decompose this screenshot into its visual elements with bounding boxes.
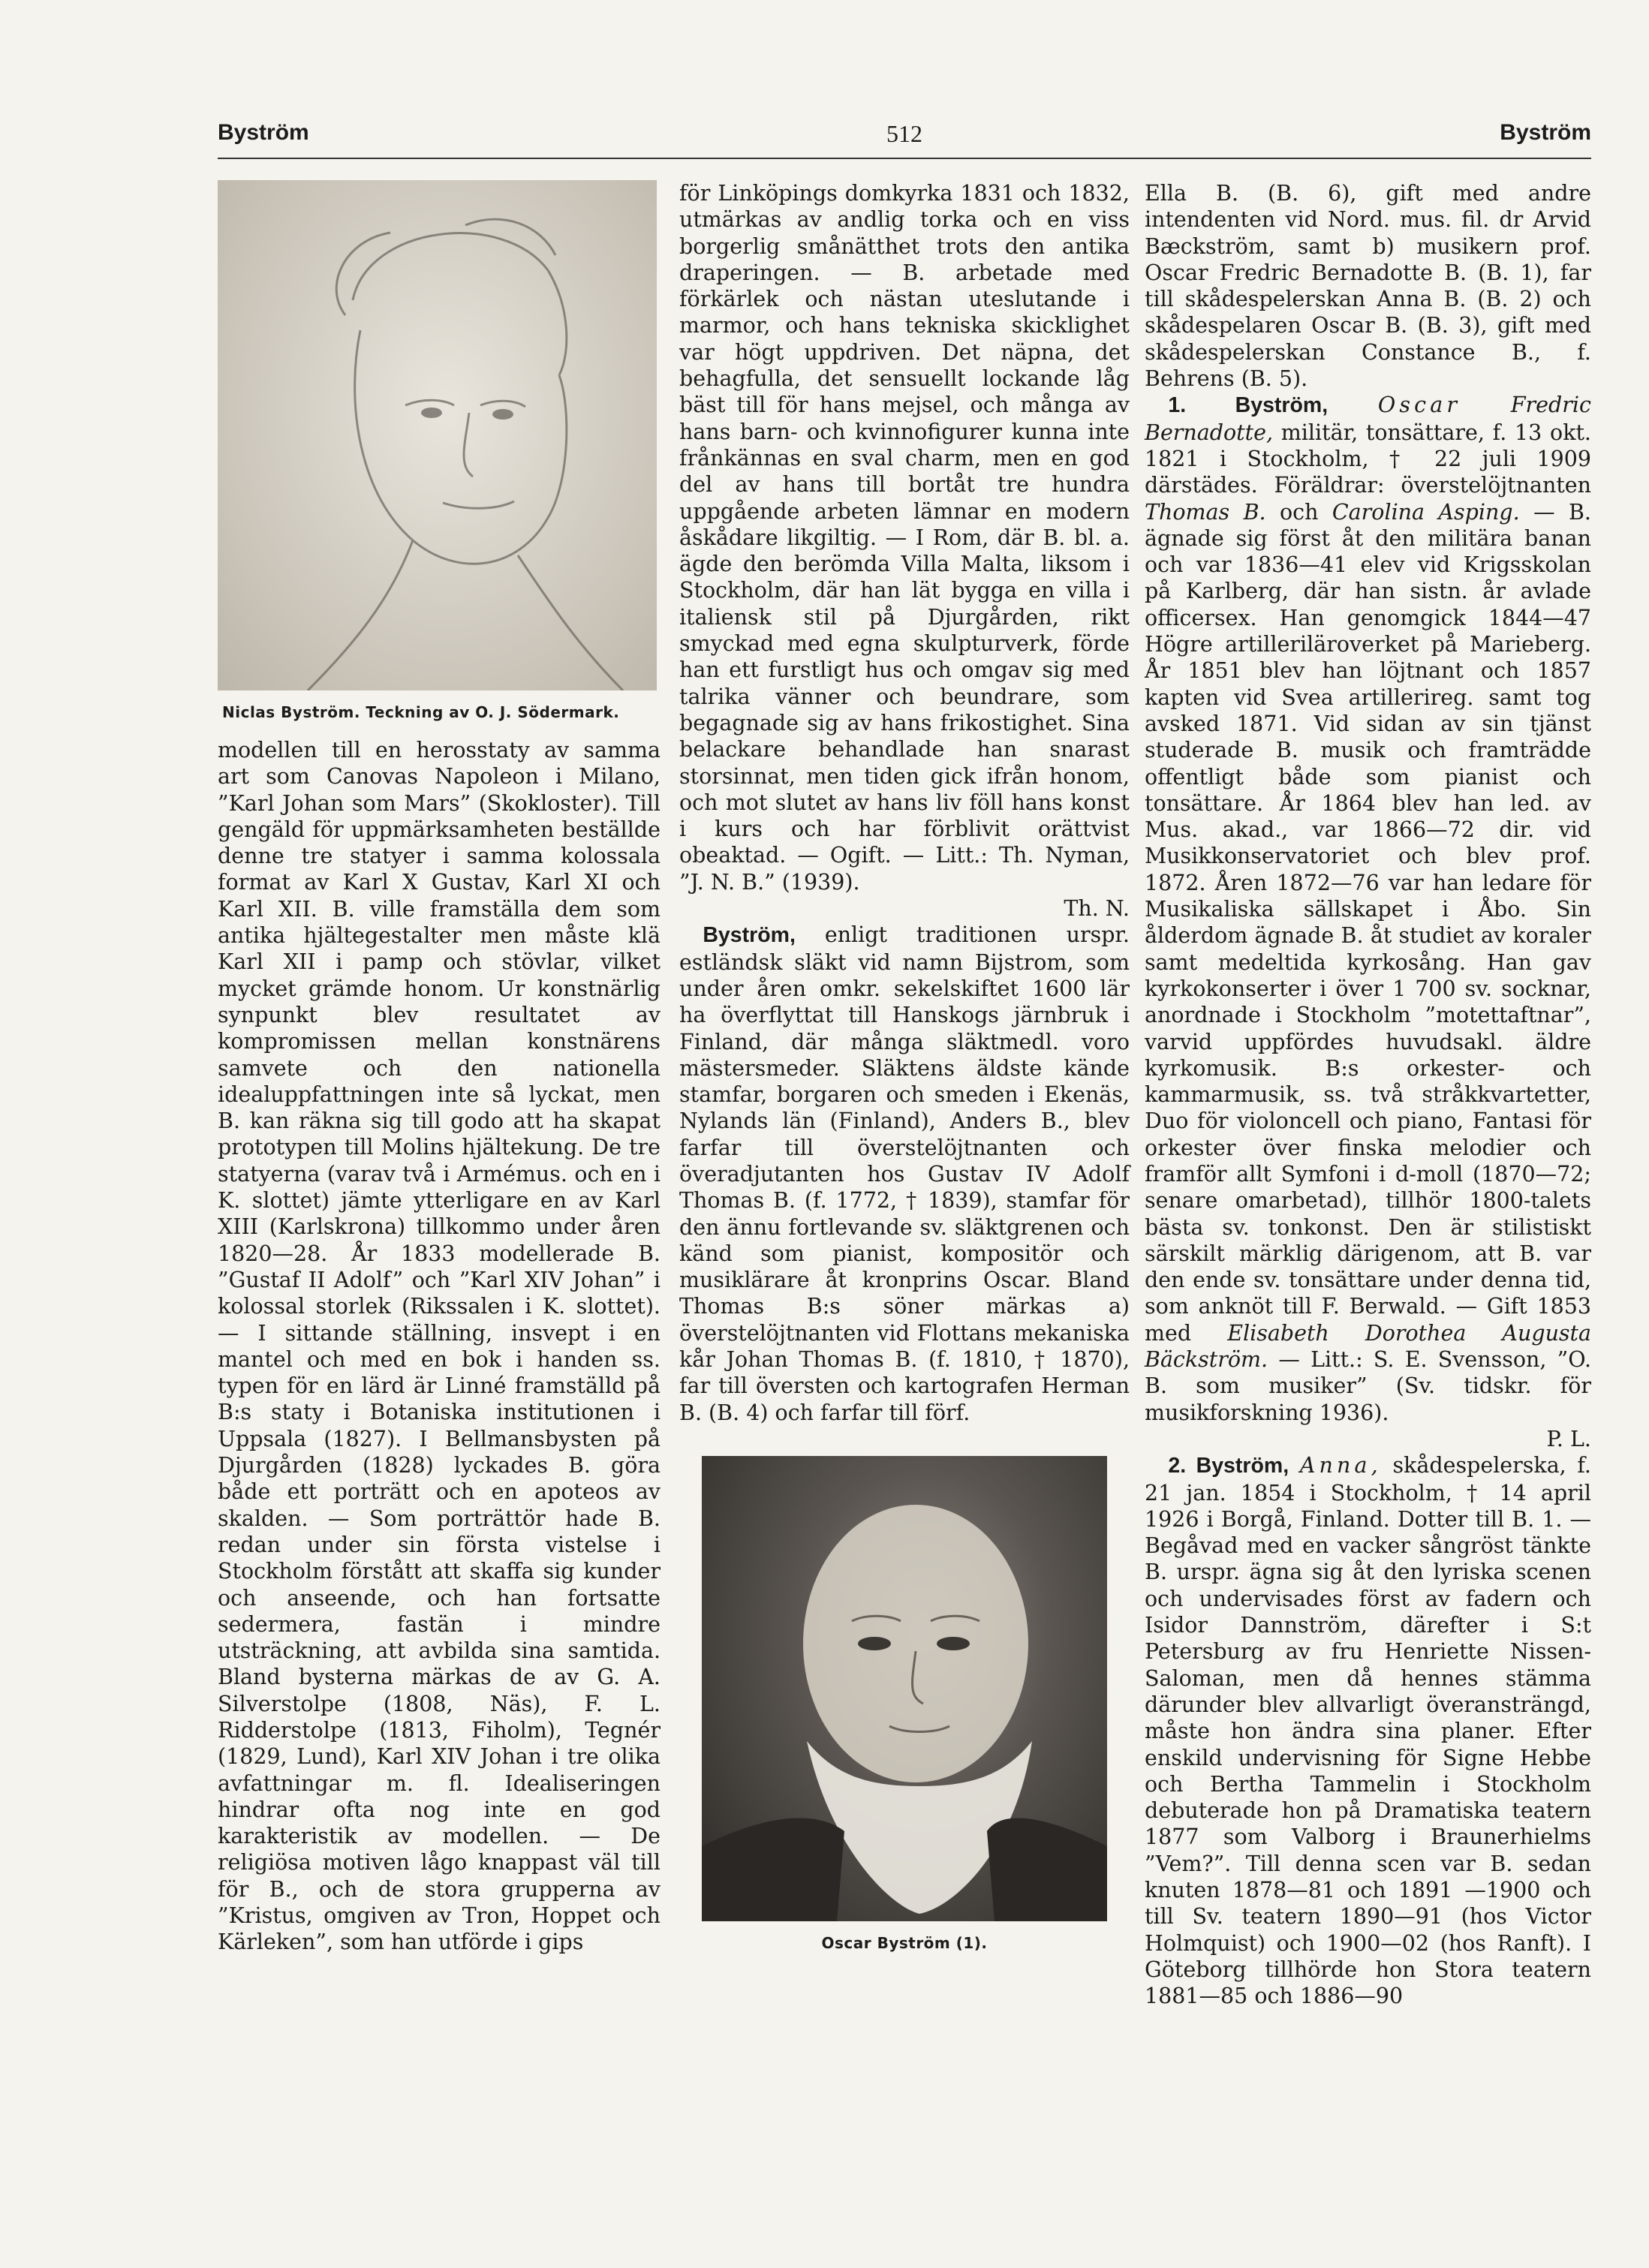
spouse-name: Elisabeth Dorothea Augusta Bäckström. xyxy=(1145,1320,1591,1373)
parent-name: Thomas B. xyxy=(1145,499,1266,525)
entry-headword: Byström, xyxy=(703,923,796,948)
paragraph: modellen till en herosstaty av samma art som Canovas Napoleon i Milano, ”Karl Johan som Mars” (Skokloster). Till gengäld för uppmärksamheten beställde denne tre statyer i samma kolossala format av Karl X Gustav, Karl XI och Karl XII. B. ville framställa dem som antika hjältegestalter men måste klä Karl XII i pamp och stövlar, vilket mycket grämde honom. Ur konstnärlig synpunkt blev resultatet av kompromissen mellan konstnärens samvete och den nationella idealuppfattningen inte så lyckat, men B. kan räkna sig till godo att ha skapat prototypen till Molins hjältekung. De tre statyerna (varav två i Armémus. och en i K. slottet) jämte ytterligare en av Karl XIII (Karlskrona) tillkommo under åren 1820—28. År 1833 modellerade B. ”Gustaf II Adolf” och ”Karl XIV Johan” i kolossal storlek (Rikssalen i K. slottet). — I sittande ställning, insvept i en mantel och med en bok i handen ss. typen för en lärd är Linné framställd på B:s staty i Botaniska institutionen i Uppsala (1827). I Bellmansbysten på Djurgården (1828) lyckades B. göra både ett porträtt och en apoteos av skalden. — Som porträttör hade B. redan under sin första vistelse i Stockholm förstått att skaffa sig kunder och anseende, och han fortsatte sedermera, fastän i mindre utsträckning, att avbilda sina samtida. Bland bysterna märkas de av G. A. Silverstolpe (1808, Näs), F. L. Ridderstolpe (1813, Fiholm), Tegnér (1829, Lund), Karl XIV Johan i tre olika avfattningar m. fl. Idealiseringen hindrar ofta nog inte en god karakteristik av modellen. — De religiösa motiven lågo knappast väl till för B., och de stora grupperna av ”Kristus, omgiven av Tron, Hoppet och Kärleken”, som han utförde i gips xyxy=(218,738,661,1955)
parent-name: Carolina Asping. xyxy=(1332,499,1520,525)
entry-bystrom-family xyxy=(679,922,1130,1426)
running-head xyxy=(218,120,1591,158)
header-rule xyxy=(218,158,1591,159)
header-right: Byström xyxy=(1500,120,1591,145)
entry-headword: 2. Byström, xyxy=(1168,1454,1289,1478)
entry-text: — Litt.: S. E. Svensson, ”O. B. som musiker” (Sv. tidskr. för musikforskning 1936). xyxy=(1145,1347,1591,1425)
entry-headword: 1. Byström, xyxy=(1168,393,1329,418)
entry-text: skådespelerska, f. 21 jan. 1854 i Stockholm, † 14 april 1926 i Borgå, Finland. Dotter till B. 1. — Begåvad med en vacker sångröst tänkte B. urspr. ägna sig åt den lyriska scenen och undervisades först av fadern och Isidor Dannström, därefter i S:t Petersburg av fru Henriette Nissen-Saloman, men då hennes stämma därunder blev allvarligt överansträngd, måste hon ändra sina planer. Efter enskild undervisning för Signe Hebbe och Bertha Tammelin i Stockholm debuterade hon på Dramatiska teatern 1877 som Valborg i Braunerhielms ”Vem?”. Till denna scen var B. sedan knuten 1878—81 och 1891 —1900 och till Sv. teatern 1890—91 (hos Victor Holmquist) och 1900—02 (hos Ranft). I Göteborg tillhörde hon Stora teatern 1881—85 och 1886—90 xyxy=(1145,1453,1591,2009)
entry-anna-bystrom xyxy=(1145,1452,1591,2009)
entry-forename-spaced: Oscar xyxy=(1377,393,1461,418)
entry-text: enligt traditionen urspr. estländsk släkt vid namn Bijstrom, som under åren omkr. sekelskiftet 1600 lär ha överflyttat till Hanskogs järnbruk i Finland, där många släktmedl. voro mästersmeder. Släktens äldste kände stamfar, borgaren och smeden i Ekenäs, Nylands län (Finland), Anders B., blev farfar till överstelöjtnanten och överadjutanten hos Gustav IV Adolf Thomas B. (f. 1772, † 1839), stamfar för den ännu fortlevande sv. släktgrenen och känd som pianist, kompositör och musiklärare åt kronprins Oscar. Bland Thomas B:s söner märkas a) överstelöjtnanten vid Flottans mekaniska kår Johan Thomas B. (f. 1810, † 1870), far till översten och kartografen Herman B. (B. 4) och farfar till förf. xyxy=(679,922,1130,1425)
entry-forename-spaced: Anna, xyxy=(1299,1453,1382,1478)
entry-text: — B. ägnade sig först åt den militära banan och var 1836—41 elev vid Krigsskolan på Karlberg, där han sistn. år avlade officersex. Han genomgick 1844—47 Högre artilleriläroverket på Marieberg. År 1851 blev han löjtnant och 1857 kapten vid Svea artillerireg. samt tog avsked 1871. Vid sidan av sin tjänst studerade B. musik och framträdde offentligt både som pianist och tonsättare. År 1864 blev han led. av Mus. akad., var 1866—72 dir. vid Musikkonservatoriet och blev prof. 1872. Åren 1872—76 var han ledare för Musikaliska sällskapet i Åbo. Sin ålderdom ägnade B. åt studiet av koraler samt medeltida kyrkosång. Han gav kyrkokonserter i över 1 700 sv. socknar, anordnade i Stockholm ”motettaftnar”, varvid uppfördes huvudsakl. äldre kyrkomusik. B:s orkester- och kammarmusik, ss. två stråkkvartetter, Duo för violoncell och piano, Fantasi för orkester över finska melodier och framför allt Symfoni i d-moll (1870—72; senare omarbetad), tillhör 1800-talets bästa sv. tonkonst. Den är stilistiskt särskilt märklig därigenom, att B. var den ende sv. tonsättare under denna tid, som anknöt till F. Berwald. — Gift 1853 med xyxy=(1145,499,1591,1346)
entry-forename: Fredric Bernadotte, xyxy=(1145,393,1591,445)
niclas-bystrom-portrait xyxy=(218,180,657,690)
figure-caption-oscar: Oscar Byström (1). xyxy=(821,1933,988,1952)
oscar-bystrom-portrait xyxy=(702,1456,1107,1921)
column-2 xyxy=(679,180,1130,1968)
author-signature: P. L. xyxy=(1546,1426,1591,1451)
portrait-photo xyxy=(702,1456,1107,1921)
entry-text: militär, tonsättare, f. 13 okt. 1821 i Stockholm, † 22 juli 1909 därstädes. Föräldrar: överstelöjtnanten xyxy=(1145,420,1591,498)
column-1 xyxy=(218,180,661,1956)
author-signature: Th. N. xyxy=(1064,896,1130,922)
portrait-sketch xyxy=(218,180,657,690)
page-number: 512 xyxy=(886,120,922,147)
column-3 xyxy=(1145,180,1591,2009)
entry-oscar-bystrom xyxy=(1145,392,1591,1426)
figure-caption-niclas: Niclas Byström. Teckning av O. J. Södermark. xyxy=(222,703,620,721)
header-left: Byström xyxy=(218,120,309,145)
entry-text: och xyxy=(1265,499,1332,525)
paragraph: Ella B. (B. 6), gift med andre intendenten vid Nord. mus. fil. dr Arvid Bæckström, samt b) musikern prof. Oscar Fredric Bernadotte B. (B. 1), far till skådespelerskan Anna B. (B. 2) och skådespelaren Oscar B. (B. 3), gift med skådespelerskan Constance B., f. Behrens (B. 5). xyxy=(1145,181,1591,392)
paragraph: för Linköpings domkyrka 1831 och 1832, utmärkas av andlig torka och en viss borgerlig smånätthet trots den antika draperingen. — B. arbetade med förkärlek och nästan uteslutande i marmor, och hans tekniska skicklighet var högt uppdriven. Det näpna, det behagfulla, det sensuellt lockande låg bäst till för hans mejsel, och många av hans barn- och kvinnofigurer kunna inte frånkännas en sval charm, men en god del av hans till bortåt tre hundra uppgående arbeten lämnar en modern åskådare likgiltig. — I Rom, där B. bl. a. ägde den berömda Villa Malta, liksom i Stockholm, där han lät bygga en villa i italiensk stil på Djurgården, rikt smyckad med egna skulpturverk, förde han ett furstligt hus och omgav sig med talrika vänner och beundrare, som begagnade sig av hans frikostighet. Sina belackare behandlade han snarast storsinnat, men tiden gick ifrån honom, och mot slutet av hans liv föll hans konst i kurs och har förblivit orättvist obeaktad. — Ogift. — Litt.: Th. Nyman, ”J. N. B.” (1939). xyxy=(679,181,1130,895)
